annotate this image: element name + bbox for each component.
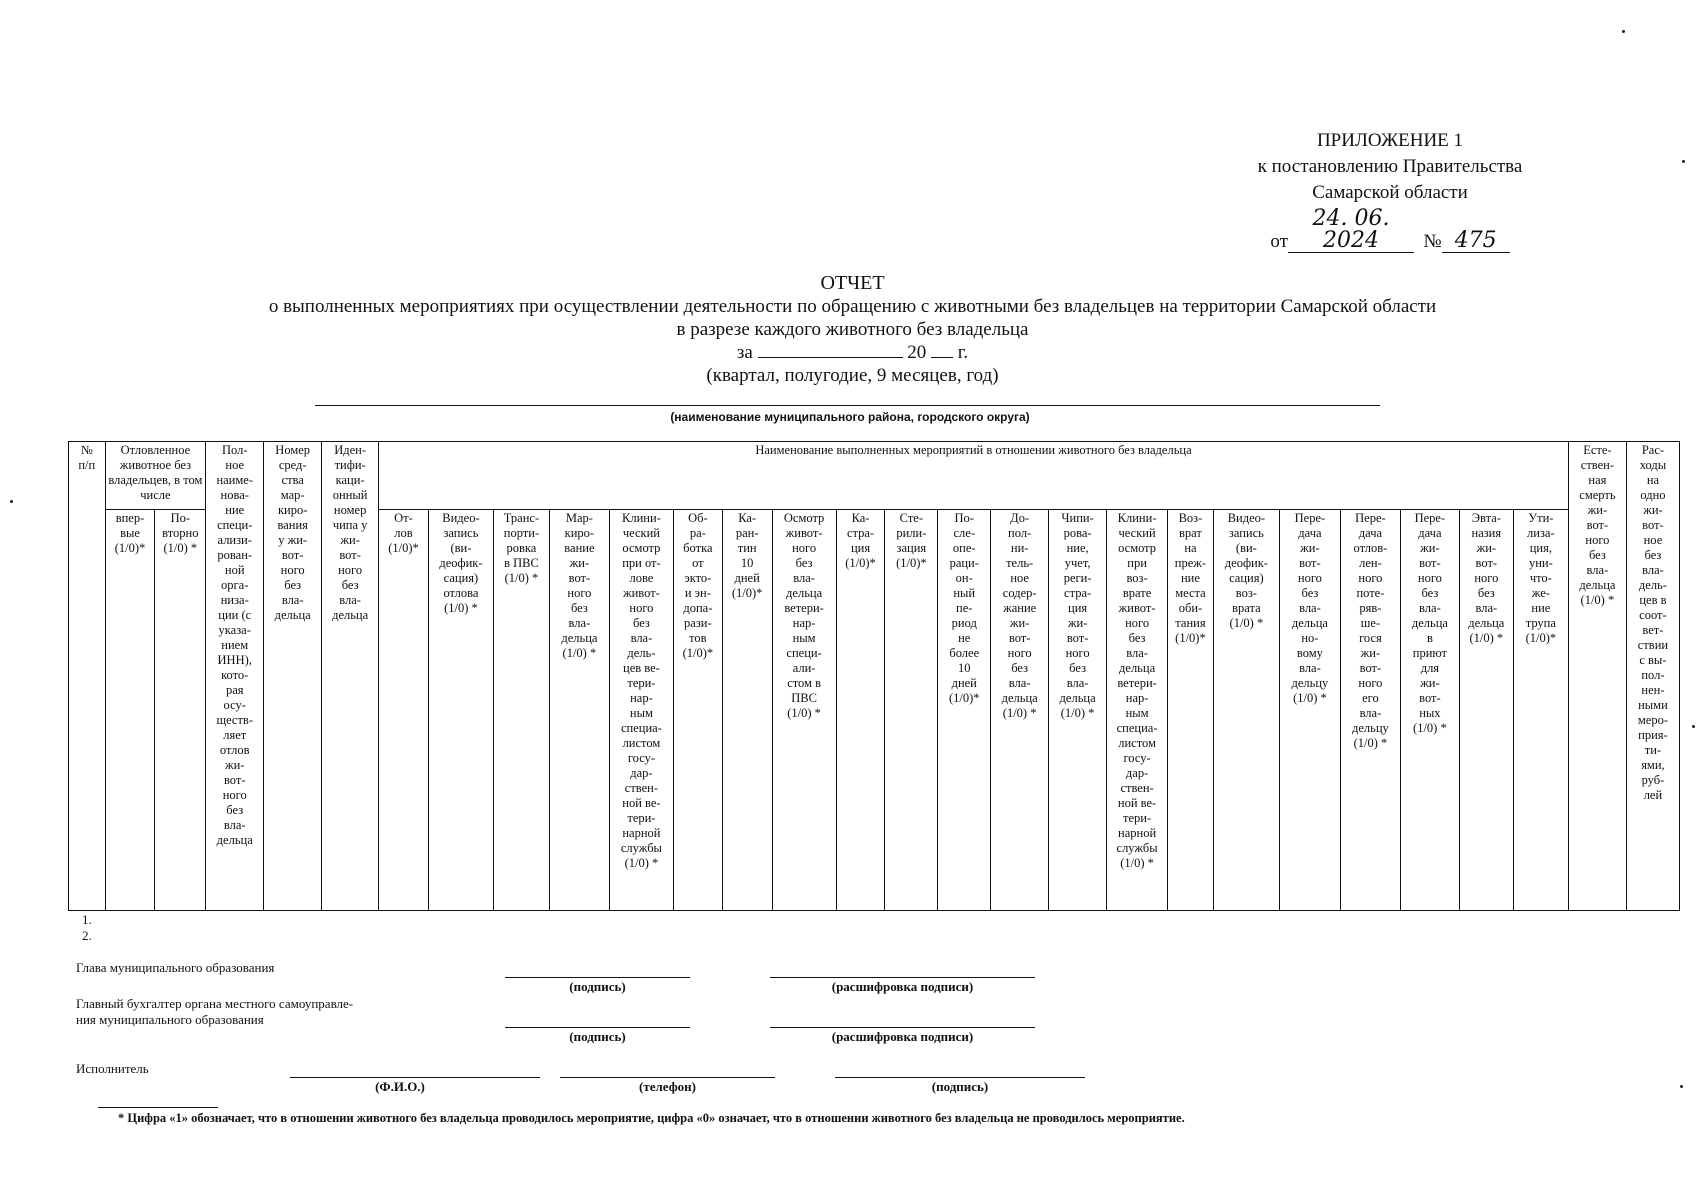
header-number: № п/п [69, 442, 106, 911]
row-number: 1. [82, 912, 92, 927]
scan-speck [1682, 160, 1685, 163]
report-table [68, 441, 1680, 911]
report-period [0, 341, 1705, 364]
event-header: Чипи- рова- ние, учет, реги- стра- ция жи- вот- ного без вла- дельца (1/0) * [1049, 510, 1107, 911]
head-signature-caption: (подпись) [569, 979, 626, 994]
event-header: Воз- врат на преж- ние места оби- тания (1/0)* [1168, 510, 1214, 911]
number-prefix: № [1423, 231, 1442, 252]
scan-speck [1622, 30, 1625, 33]
executor-fio-caption: (Ф.И.О.) [375, 1079, 425, 1094]
municipality-line [315, 405, 1380, 406]
event-header: До- пол- ни- тель- ное содер- жание жи- вот- ного без вла- дельца (1/0) * [991, 510, 1049, 911]
handwritten-date: 24. 06. 2024 [1288, 208, 1414, 253]
handwritten-number: 475 [1442, 230, 1510, 253]
scan-speck [10, 500, 13, 503]
head-label: Глава муниципального образования [76, 960, 275, 975]
report-subtitle-1: о выполненных мероприятиях при осуществлении деятельности по обращению с животными без владельцев на территории Самарской области [268, 296, 1437, 317]
appendix-line-3: Самарской области [1312, 182, 1468, 203]
event-header: Видео- запись (ви- деофик- сация) отлова (1/0) * [428, 510, 493, 911]
period-year: 20 [907, 342, 927, 363]
event-header: Об- ра- ботка от экто- и эн- допа- рази- тов (1/0)* [673, 510, 722, 911]
accountant-label-2: ния муниципального образования [76, 1012, 264, 1027]
executor-label: Исполнитель [76, 1061, 149, 1076]
report-title-block [0, 272, 1705, 387]
date-prefix: от [1270, 231, 1288, 252]
accountant-decode-line [770, 1027, 1035, 1028]
executor-phone-line [560, 1077, 775, 1078]
municipality-caption: (наименование муниципального района, городского округа) [670, 410, 1030, 424]
head-decode-line [770, 977, 1035, 978]
header-caught-animal: Отловленное животное без владельцев, в том числе [105, 442, 206, 510]
event-header: Клини- ческий осмотр при воз- врате живот- ного без вла- дельца ветери- нар- ным специа- листом госу- дар- ствен- ной ве- тери- нарной службы (1/0) * [1107, 510, 1168, 911]
period-note: (квартал, полугодие, 9 месяцев, год) [706, 365, 999, 386]
accountant-signature-caption: (подпись) [569, 1029, 626, 1044]
period-blank [758, 357, 903, 358]
period-prefix: за [736, 342, 753, 363]
executor-fio-line [290, 1077, 540, 1078]
accountant-label-1: Главный бухгалтер органа местного самоуправле- [76, 996, 354, 1011]
header-events: Наименование выполненных мероприятий в отношении животного без владельца [379, 442, 1569, 510]
header-repeated: По- вторно (1/0) * [155, 510, 206, 911]
period-year-blank [931, 357, 953, 358]
footnote-separator [98, 1107, 218, 1108]
event-header: Ути- лиза- ция, уни- что- же- ние трупа (1/0)* [1513, 510, 1568, 911]
accountant-decode-caption: (расшифровка подписи) [831, 1029, 974, 1044]
event-header: Клини- ческий осмотр при от- лове живот- ного без вла- дель- цев ве- тери- нар- ным специа- листом госу- дар- ствен- ной ве- тери- нарной службы (1/0) * [609, 510, 673, 911]
footnote: * Цифра «1» обозначает, что в отношении животного без владельца проводилось мероприятие, цифра «0» означает, что в отношении животного без владельца не проводилось мероприятие. [118, 1111, 1185, 1125]
appendix-line-2: к постановлению Правительства [1257, 156, 1523, 177]
header-organization: Пол- ное наиме- нова- ние специ- ализи- рован- ной орга- низа- ции (с указа- нием ИНН), кото- рая осу- ществ- ляет отлов жи- вот- ного без вла- дельца [206, 442, 264, 911]
scan-speck [1680, 1085, 1683, 1088]
header-costs: Рас- ходы на одно жи- вот- ное без вла- дель- цев в соот- вет- ствии с вы- пол- нен- ными меро- прия- ти- ями, руб- лей [1626, 442, 1679, 911]
report-title: ОТЧЕТ [820, 272, 885, 294]
event-header: Осмотр живот- ного без вла- дельца ветери- нар- ным специ- али- стом в ПВС (1/0) * [772, 510, 836, 911]
event-header: Пере- дача отлов- лен- ного поте- ряв- ше- гося жи- вот- ного его вла- дельцу (1/0) * [1340, 510, 1400, 911]
accountant-signature-line [505, 1027, 690, 1028]
event-header: По- сле- опе- раци- он- ный пе- риод не более 10 дней (1/0)* [938, 510, 991, 911]
header-natural-death: Есте- ствен- ная смерть жи- вот- ного без вла- дельца (1/0) * [1568, 442, 1626, 911]
event-header: Сте- рили- зация (1/0)* [885, 510, 938, 911]
report-subtitle-2: в разрезе каждого животного без владельца [676, 319, 1029, 340]
header-first-time: впер- вые (1/0)* [105, 510, 155, 911]
row-number: 2. [82, 928, 92, 943]
executor-phone-caption: (телефон) [638, 1079, 697, 1094]
head-signature-line [505, 977, 690, 978]
head-decode-caption: (расшифровка подписи) [831, 979, 974, 994]
appendix-block [1180, 128, 1600, 255]
event-header: Транс- порти- ровка в ПВС (1/0) * [493, 510, 549, 911]
executor-signature-caption: (подпись) [931, 1079, 989, 1094]
scan-speck [1692, 725, 1695, 728]
appendix-title: ПРИЛОЖЕНИЕ 1 [1316, 130, 1464, 151]
event-header: Ка- ран- тин 10 дней (1/0)* [722, 510, 772, 911]
event-header: Эвта- назия жи- вот- ного без вла- дельца (1/0) * [1459, 510, 1513, 911]
event-header: Пере- дача жи- вот- ного без вла- дельца в приют для жи- вот- ных (1/0) * [1400, 510, 1459, 911]
header-chip-number: Иден- тифи- каци- онный номер чипа у жи- вот- ного без вла- дельца [322, 442, 379, 911]
event-header: Ка- стра- ция (1/0)* [836, 510, 885, 911]
period-suffix: г. [957, 342, 969, 363]
executor-signature-line [835, 1077, 1085, 1078]
event-header: Пере- дача жи- вот- ного без вла- дельца но- вому вла- дельцу (1/0) * [1279, 510, 1340, 911]
header-marking-number: Номер сред- ства мар- киро- вания у жи- вот- ного без вла- дельца [264, 442, 322, 911]
appendix-date-line [1180, 208, 1600, 255]
event-header: От- лов (1/0)* [379, 510, 429, 911]
event-header: Мар- киро- вание жи- вот- ного без вла- дельца (1/0) * [549, 510, 609, 911]
event-header: Видео- запись (ви- деофик- сация) воз- врата (1/0) * [1213, 510, 1279, 911]
